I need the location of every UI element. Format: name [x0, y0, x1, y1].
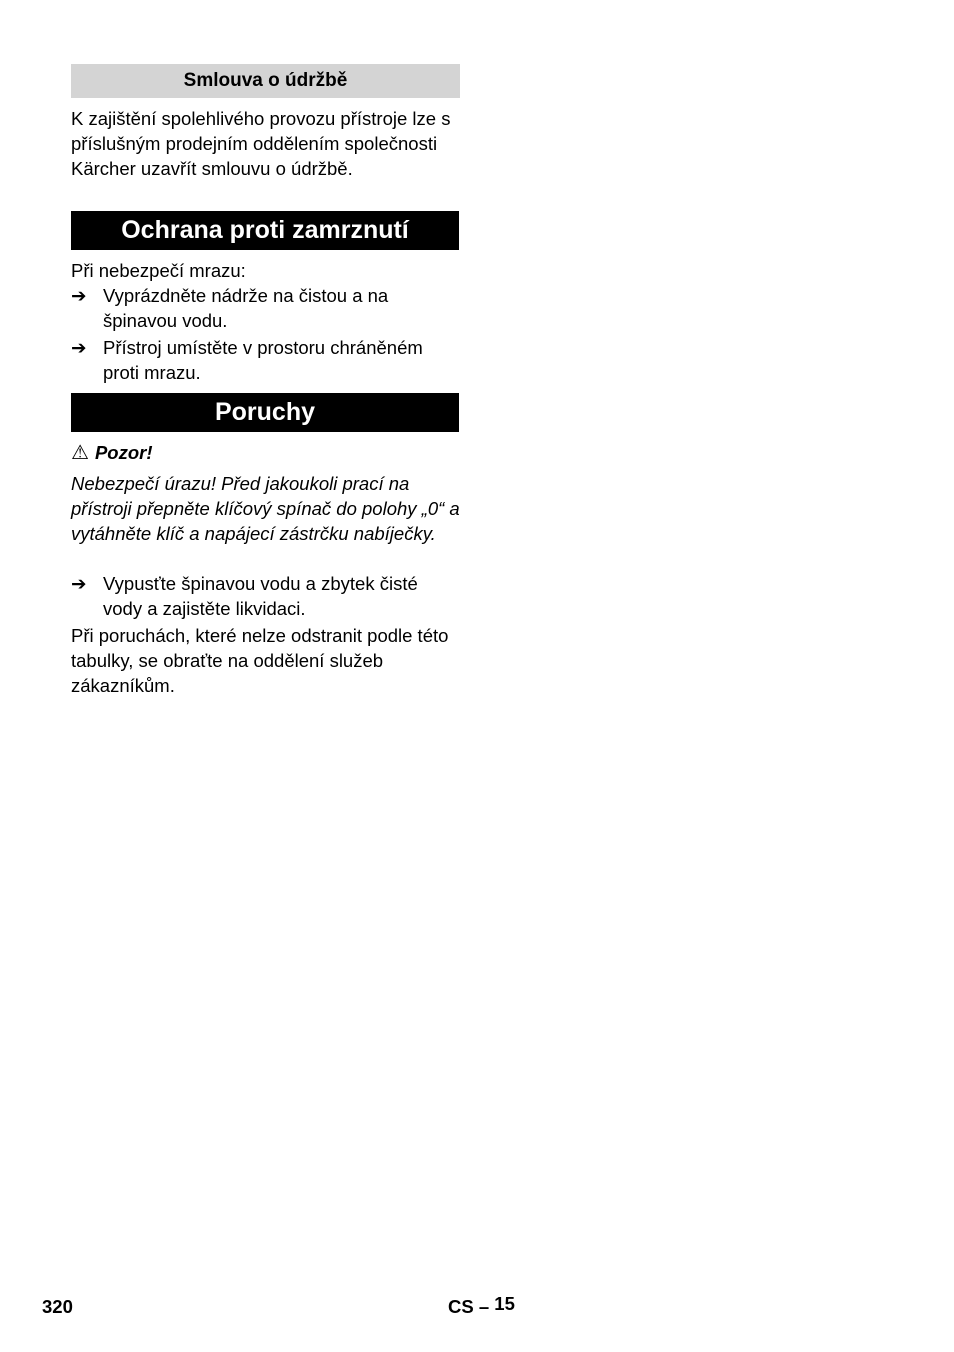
arrow-icon: ➔ — [71, 573, 87, 594]
heading-faults: Poruchy — [71, 393, 459, 432]
warning-text: Nebezpečí úrazu! Před jakoukoli prací na přístroji přepněte klíčový spínač do polohy „0“ a vytáhněte klíč a napájecí zástrčku nabíječky. — [71, 473, 460, 544]
warning-icon: ⚠ — [71, 442, 89, 464]
arrow-icon: ➔ — [71, 337, 87, 358]
arrow-icon: ➔ — [71, 285, 87, 306]
page-number: 320 — [42, 1296, 73, 1317]
section-page-number: 15 — [494, 1293, 515, 1314]
frost-step-1-text: Vyprázdněte nádrže na čistou a na špinavou vodu. — [103, 285, 389, 331]
frost-step-2-text: Přístroj umístěte v prostoru chráněném proti mrazu. — [103, 337, 423, 383]
frost-intro: Při nebezpečí mrazu: — [71, 260, 246, 281]
maintenance-text: K zajištění spolehlivého provozu přístroje lze s příslušným prodejním oddělením společnosti Kärcher uzavřít smlouvu o údržbě. — [71, 108, 451, 179]
language-code: CS — [448, 1296, 474, 1317]
frost-step-1 — [71, 283, 461, 333]
warning-label: Pozor! — [94, 442, 153, 463]
frost-step-2 — [71, 335, 461, 385]
faults-step-1-text: Vypusťte špinavou vodu a zbytek čisté vody a zajistěte likvidaci. — [103, 573, 418, 619]
heading-maintenance-contract: Smlouva o údržbě — [71, 64, 460, 98]
page-dash: – — [478, 1296, 490, 1317]
section-page-label — [448, 1293, 515, 1318]
warning — [71, 440, 153, 466]
faults-text: Při poruchách, které nelze odstranit podle této tabulky, se obraťte na oddělení služeb zákazníkům. — [71, 625, 449, 696]
faults-step-1 — [71, 571, 461, 621]
heading-frost-protection: Ochrana proti zamrznutí — [71, 211, 459, 250]
